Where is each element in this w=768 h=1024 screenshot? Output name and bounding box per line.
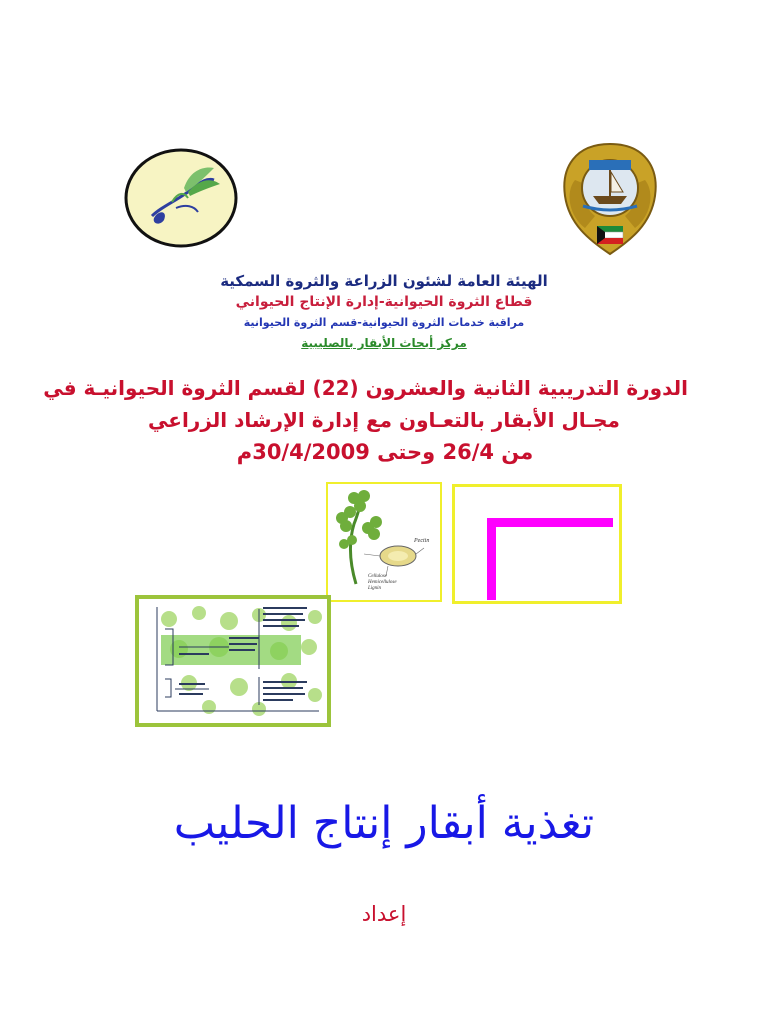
main-title: تغذية أبقار إنتاج الحليب — [173, 798, 595, 849]
sector-name: قطاع الثروة الحيوانية-إدارة الإنتاج الحيواني — [235, 294, 533, 310]
organization-logo-left — [124, 148, 238, 248]
bracket-figure — [452, 484, 622, 604]
digestion-diagram — [135, 595, 331, 727]
magenta-vertical-bar — [487, 518, 496, 600]
prepared-by-label: إعداد — [361, 902, 407, 926]
plant-label-pectin: Pectin — [414, 538, 430, 544]
department-name: مراقبة خدمات الثروة الحيوانية-قسم الثروة الحيوانية — [243, 316, 525, 329]
research-center-name: مركز أبحاث الأبقار بالصليبية — [301, 336, 467, 350]
course-title-line-2: مجـال الأبقار بالتعـاون مع إدارة الإرشاد الزراعي — [148, 408, 620, 432]
state-emblem-logo-right — [555, 140, 665, 258]
plant-label-fibers: Cellulose Hemicellulose Lignin — [368, 574, 397, 591]
plant-illustration — [326, 482, 442, 602]
organization-name: الهيئة العامة لشئون الزراعة والثروة السمكية — [220, 272, 548, 290]
magenta-horizontal-bar — [487, 518, 613, 527]
diagram-graphic-icon — [139, 599, 327, 723]
course-title-line-1: الدورة التدريبية الثانية والعشرون (22) لقسم الثروة الحيوانيـة في — [43, 376, 688, 400]
course-dates: من 26/4 وحتى 30/4/2009م — [236, 440, 534, 464]
